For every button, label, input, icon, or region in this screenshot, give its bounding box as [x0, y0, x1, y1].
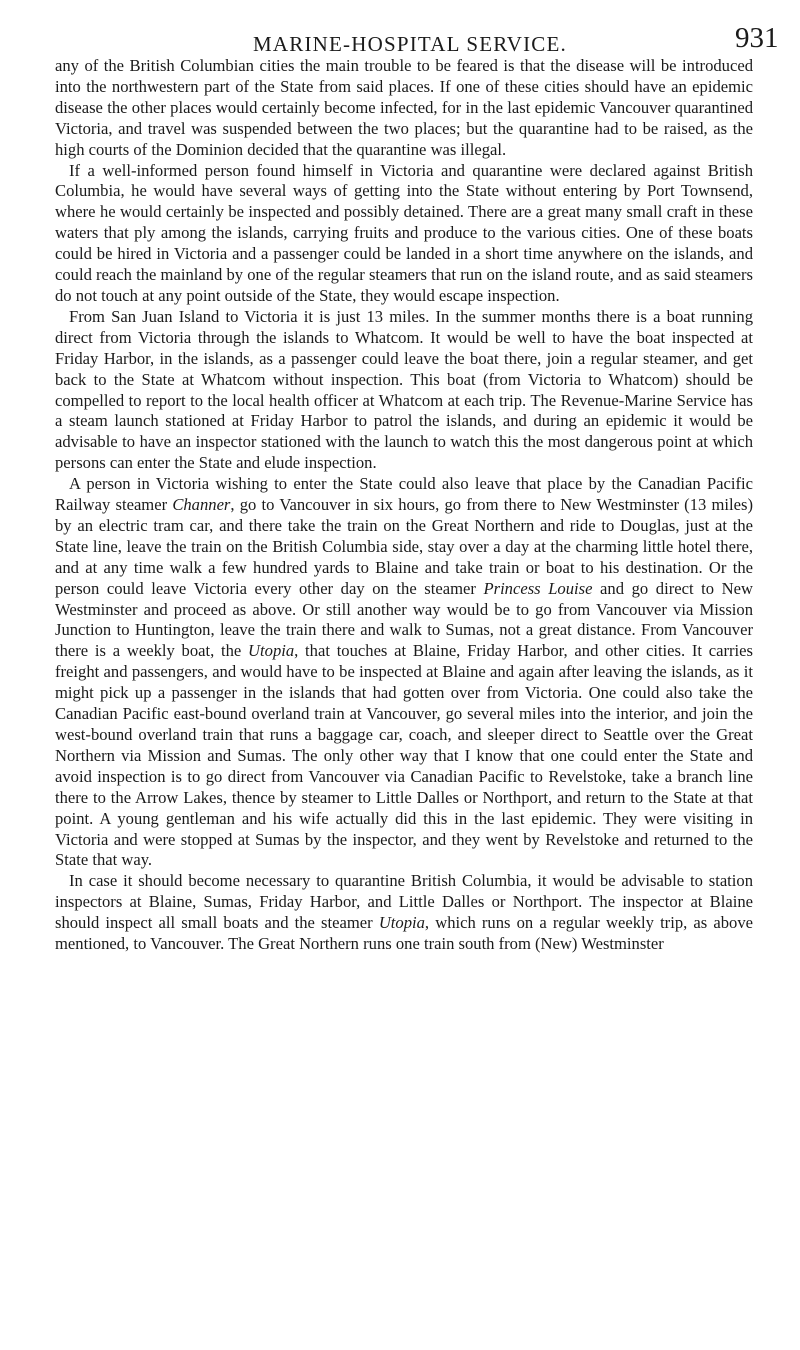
page-number: 931 [735, 22, 779, 54]
body-text [55, 56, 753, 955]
vessel-name: Princess Louise [483, 578, 593, 598]
paragraph [55, 474, 753, 871]
running-title: MARINE-HOSPITAL SERVICE. [253, 32, 567, 56]
text-run: , go to Vancouver in six hours, go from there to New Westminster (13 miles) by an electric tram car, and there take the train on the Great Northern and ride to Douglas, just at the State line, leave the train on the British Columbia side, stay over a day at the charming little hotel there, and at any time walk a few hundred yards to Blaine and take train or boat to his destination. Or the person could leave Victoria every other day on the steamer [55, 495, 753, 598]
text-run: If a well-informed person found himself in Victoria and quarantine were declared against British Columbia, he would have several ways of getting into the State without entering by Port Townsend, where he would certainly be inspected and possibly detained. There are a great many small craft in these waters that ply among the islands, carrying fruits and produce to the various cities. One of these boats could be hired in Victoria and a passenger could be landed in a short time anywhere on the islands, and could reach the mainland by one of the regular steamers that run on the island route, and as said steamers do not touch at any point outside of the State, they would escape inspection. [55, 160, 753, 305]
paragraph [55, 871, 753, 955]
text-run: From San Juan Island to Victoria it is just 13 miles. In the summer months there is a boat running direct from Victoria through the islands to Whatcom. It would be well to have the boat inspected at Friday Harbor, in the islands, as a passenger could leave the boat there, join a regular steamer, and get back to the State at Whatcom without inspection. This boat (from Victoria to Whatcom) should be compelled to report to the local health officer at Whatcom at each trip. The Revenue-Marine Service has a steam launch stationed at Friday Harbor to patrol the islands, and during an epidemic it would be advisable to have an inspector stationed with the launch to watch this the most dangerous point at which persons can enter the State and elude inspection. [55, 306, 753, 473]
vessel-name: Utopia [248, 641, 295, 661]
vessel-name: Utopia [378, 913, 425, 933]
paragraph [55, 307, 753, 474]
paragraph [55, 161, 753, 307]
text-run: any of the British Columbian cities the main trouble to be feared is that the disease will be introduced into the northwestern part of the State from said places. If one of these cities should have an epidemic disease the other places would certainly become infected, for in the last epidemic Vancouver quarantined Victoria, and travel was suspended between the two places; but the quarantine had to be raised, as the high courts of the Dominion decided that the quarantine was illegal. [55, 56, 753, 159]
vessel-name: Channer [172, 495, 231, 515]
paragraph [55, 56, 753, 161]
text-run: In case it should become necessary to quarantine British Columbia, it would be advisable to station inspectors at Blaine, Sumas, Friday Harbor, and Little Dalles or Northport. The inspector at Blaine should inspect all small boats and the steamer [55, 871, 753, 933]
running-head [55, 14, 800, 56]
text-run: , which runs on a regular weekly trip, as above mentioned, to Vancouver. The Great Northern runs one train south from (New) Westminster [55, 913, 753, 954]
text-run: A person in Victoria wishing to enter the State could also leave that place by the Canadian Pacific Railway steamer [55, 474, 753, 515]
text-run: , that touches at Blaine, Friday Harbor, and other cities. It carries freight and passengers, and would have to be inspected at Blaine and again after leaving the islands, as it might pick up a passenger in the islands that had gotten over from Victoria. One could also take the Canadian Pacific east-bound overland train at Vancouver, go several miles into the interior, and join the west-bound overland train that runs a baggage car, coach, and sleeper direct to Seattle over the Great Northern via Mission and Sumas. The only other way that I know that one could enter the State and avoid inspection is to go direct from Vancouver via Canadian Pacific to Revelstoke, take a branch line there to the Arrow Lakes, thence by steamer to Little Dalles or Northport, and return to the State at that point. A young gentleman and his wife actually did this in the last epidemic. They were visiting in Victoria and were stopped at Sumas by the inspector, and they went by Revelstoke and returned to the State that way. [55, 641, 753, 870]
text-run: and go direct to New Westminster and proceed as above. Or still another way would be to go from Vancouver via Mission Junction to Huntington, leave the train there and walk to Sumas, not a great distance. From Vancouver there is a weekly boat, the [55, 578, 753, 661]
